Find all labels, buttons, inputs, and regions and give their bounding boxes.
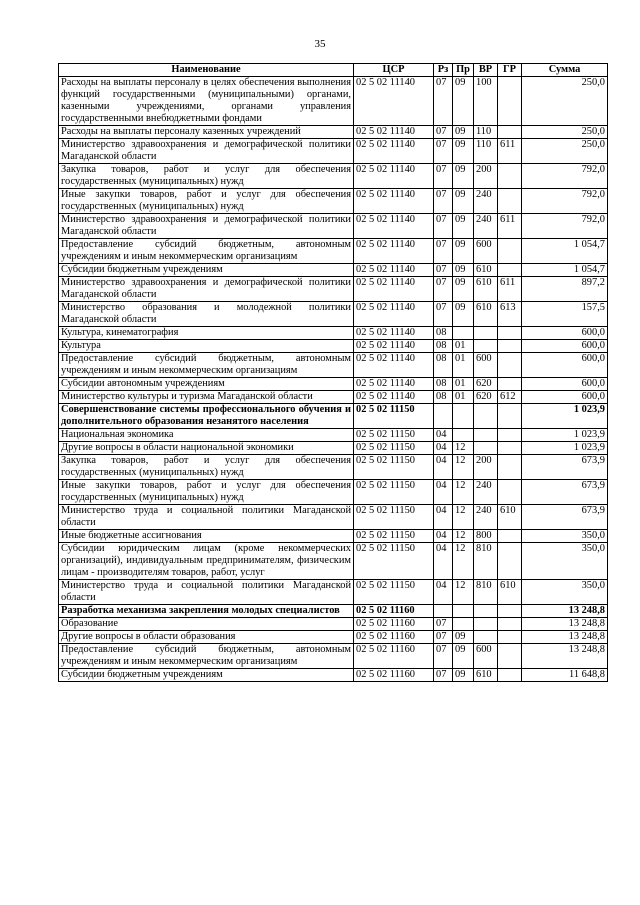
cell-csr: 02 5 02 11140 — [354, 189, 434, 214]
cell-rz: 04 — [434, 429, 453, 442]
cell-vr: 110 — [474, 139, 498, 164]
cell-name: Образование — [59, 618, 354, 631]
cell-vr: 620 — [474, 391, 498, 404]
cell-pr: 01 — [453, 340, 474, 353]
cell-csr: 02 5 02 11140 — [354, 277, 434, 302]
cell-sum: 250,0 — [522, 77, 608, 126]
cell-gr — [498, 455, 522, 480]
cell-vr — [474, 605, 498, 618]
cell-gr — [498, 618, 522, 631]
cell-gr — [498, 239, 522, 264]
cell-name: Иные бюджетные ассигнования — [59, 530, 354, 543]
cell-gr — [498, 442, 522, 455]
table-row — [59, 631, 608, 644]
cell-pr: 12 — [453, 455, 474, 480]
table-row — [59, 264, 608, 277]
cell-pr: 12 — [453, 442, 474, 455]
cell-name: Другие вопросы в области национальной экономики — [59, 442, 354, 455]
cell-vr: 810 — [474, 543, 498, 580]
cell-pr — [453, 605, 474, 618]
cell-sum: 250,0 — [522, 139, 608, 164]
cell-csr: 02 5 02 11140 — [354, 340, 434, 353]
cell-pr: 09 — [453, 164, 474, 189]
cell-vr: 610 — [474, 277, 498, 302]
cell-pr: 01 — [453, 378, 474, 391]
cell-pr: 09 — [453, 139, 474, 164]
cell-name: Предоставление субсидий бюджетным, автономным учреждениям и иным некоммерческим организациям — [59, 353, 354, 378]
cell-gr — [498, 340, 522, 353]
cell-name: Культура — [59, 340, 354, 353]
cell-sum: 792,0 — [522, 189, 608, 214]
cell-name: Совершенствование системы профессионального обучения и дополнительного образования незанятого населения — [59, 404, 354, 429]
table-row — [59, 378, 608, 391]
cell-name: Министерство культуры и туризма Магаданской области — [59, 391, 354, 404]
table-row — [59, 429, 608, 442]
cell-sum: 1 023,9 — [522, 404, 608, 429]
cell-sum: 600,0 — [522, 391, 608, 404]
cell-pr: 09 — [453, 277, 474, 302]
cell-gr: 611 — [498, 277, 522, 302]
cell-csr: 02 5 02 11150 — [354, 442, 434, 455]
table-row — [59, 530, 608, 543]
table-row — [59, 126, 608, 139]
cell-name: Министерство труда и социальной политики Магаданской области — [59, 580, 354, 605]
cell-sum: 673,9 — [522, 455, 608, 480]
table-row — [59, 353, 608, 378]
cell-rz: 07 — [434, 264, 453, 277]
cell-rz: 07 — [434, 618, 453, 631]
cell-gr: 610 — [498, 505, 522, 530]
cell-vr: 620 — [474, 378, 498, 391]
cell-csr: 02 5 02 11150 — [354, 580, 434, 605]
column-header-csr: ЦСР — [354, 64, 434, 77]
table-row — [59, 139, 608, 164]
cell-vr — [474, 404, 498, 429]
cell-vr: 240 — [474, 214, 498, 239]
cell-rz: 04 — [434, 580, 453, 605]
cell-sum: 250,0 — [522, 126, 608, 139]
cell-csr: 02 5 02 11150 — [354, 404, 434, 429]
cell-rz: 08 — [434, 378, 453, 391]
cell-csr: 02 5 02 11150 — [354, 505, 434, 530]
cell-rz: 07 — [434, 631, 453, 644]
cell-vr — [474, 429, 498, 442]
cell-sum: 350,0 — [522, 543, 608, 580]
table-row — [59, 505, 608, 530]
cell-vr: 240 — [474, 505, 498, 530]
cell-pr: 12 — [453, 480, 474, 505]
cell-csr: 02 5 02 11140 — [354, 264, 434, 277]
table-row — [59, 327, 608, 340]
cell-gr — [498, 429, 522, 442]
cell-gr — [498, 480, 522, 505]
cell-csr: 02 5 02 11140 — [354, 126, 434, 139]
table-header-row — [59, 64, 608, 77]
cell-sum: 1 023,9 — [522, 429, 608, 442]
cell-csr: 02 5 02 11160 — [354, 669, 434, 682]
cell-vr: 200 — [474, 164, 498, 189]
cell-gr — [498, 126, 522, 139]
cell-rz: 04 — [434, 530, 453, 543]
cell-rz: 07 — [434, 164, 453, 189]
cell-pr: 01 — [453, 391, 474, 404]
cell-csr: 02 5 02 11140 — [354, 353, 434, 378]
cell-pr: 09 — [453, 264, 474, 277]
cell-sum: 13 248,8 — [522, 644, 608, 669]
cell-gr — [498, 378, 522, 391]
cell-pr — [453, 429, 474, 442]
cell-rz: 07 — [434, 669, 453, 682]
cell-sum: 13 248,8 — [522, 605, 608, 618]
table-row — [59, 340, 608, 353]
cell-vr — [474, 618, 498, 631]
column-header-pr: Пр — [453, 64, 474, 77]
cell-gr: 611 — [498, 214, 522, 239]
cell-name: Иные закупки товаров, работ и услуг для обеспечения государственных (муниципальных) нужд — [59, 480, 354, 505]
table-row — [59, 302, 608, 327]
cell-vr: 600 — [474, 353, 498, 378]
table-row — [59, 618, 608, 631]
cell-gr: 610 — [498, 580, 522, 605]
cell-name: Иные закупки товаров, работ и услуг для обеспечения государственных (муниципальных) нужд — [59, 189, 354, 214]
table-row — [59, 455, 608, 480]
table-row — [59, 442, 608, 455]
cell-name: Министерство образования и молодежной политики Магаданской области — [59, 302, 354, 327]
cell-gr — [498, 164, 522, 189]
column-header-rz: Рз — [434, 64, 453, 77]
cell-gr: 613 — [498, 302, 522, 327]
cell-name: Культура, кинематография — [59, 327, 354, 340]
cell-sum: 13 248,8 — [522, 631, 608, 644]
cell-name: Министерство здравоохранения и демографической политики Магаданской области — [59, 214, 354, 239]
cell-csr: 02 5 02 11140 — [354, 302, 434, 327]
cell-sum: 1 054,7 — [522, 239, 608, 264]
page-number: 35 — [314, 38, 326, 50]
cell-pr: 09 — [453, 669, 474, 682]
cell-pr: 09 — [453, 631, 474, 644]
cell-vr: 610 — [474, 669, 498, 682]
cell-csr: 02 5 02 11150 — [354, 455, 434, 480]
cell-pr: 09 — [453, 644, 474, 669]
cell-pr: 09 — [453, 77, 474, 126]
cell-gr — [498, 404, 522, 429]
cell-rz: 08 — [434, 353, 453, 378]
cell-csr: 02 5 02 11160 — [354, 605, 434, 618]
cell-vr: 100 — [474, 77, 498, 126]
cell-rz: 07 — [434, 302, 453, 327]
column-header-vr: ВР — [474, 64, 498, 77]
cell-name: Предоставление субсидий бюджетным, автономным учреждениям и иным некоммерческим организациям — [59, 239, 354, 264]
cell-csr: 02 5 02 11160 — [354, 644, 434, 669]
cell-name: Министерство здравоохранения и демографической политики Магаданской области — [59, 139, 354, 164]
cell-pr — [453, 327, 474, 340]
column-header-sum: Сумма — [522, 64, 608, 77]
cell-rz — [434, 605, 453, 618]
cell-sum: 1 023,9 — [522, 442, 608, 455]
cell-vr — [474, 631, 498, 644]
cell-csr: 02 5 02 11150 — [354, 429, 434, 442]
table-row — [59, 214, 608, 239]
cell-sum: 897,2 — [522, 277, 608, 302]
cell-rz: 08 — [434, 327, 453, 340]
cell-name: Субсидии бюджетным учреждениям — [59, 264, 354, 277]
cell-csr: 02 5 02 11140 — [354, 391, 434, 404]
table-row — [59, 391, 608, 404]
cell-rz — [434, 404, 453, 429]
cell-rz: 07 — [434, 214, 453, 239]
cell-gr — [498, 327, 522, 340]
cell-gr — [498, 543, 522, 580]
cell-vr: 200 — [474, 455, 498, 480]
cell-rz: 07 — [434, 239, 453, 264]
cell-sum: 792,0 — [522, 214, 608, 239]
cell-sum: 673,9 — [522, 505, 608, 530]
cell-vr: 240 — [474, 189, 498, 214]
cell-rz: 04 — [434, 505, 453, 530]
cell-name: Министерство здравоохранения и демографической политики Магаданской области — [59, 277, 354, 302]
cell-sum: 792,0 — [522, 164, 608, 189]
table-row — [59, 277, 608, 302]
cell-vr: 600 — [474, 644, 498, 669]
cell-csr: 02 5 02 11140 — [354, 77, 434, 126]
cell-csr: 02 5 02 11140 — [354, 239, 434, 264]
cell-sum: 157,5 — [522, 302, 608, 327]
cell-gr — [498, 644, 522, 669]
table-body — [59, 77, 608, 682]
cell-pr: 01 — [453, 353, 474, 378]
cell-sum: 350,0 — [522, 530, 608, 543]
cell-sum: 11 648,8 — [522, 669, 608, 682]
cell-csr: 02 5 02 11150 — [354, 543, 434, 580]
cell-vr: 810 — [474, 580, 498, 605]
cell-vr: 800 — [474, 530, 498, 543]
cell-vr: 610 — [474, 302, 498, 327]
table-row — [59, 77, 608, 126]
cell-sum: 13 248,8 — [522, 618, 608, 631]
cell-vr — [474, 340, 498, 353]
cell-name: Закупка товаров, работ и услуг для обеспечения государственных (муниципальных) нужд — [59, 164, 354, 189]
cell-sum: 673,9 — [522, 480, 608, 505]
cell-pr: 09 — [453, 189, 474, 214]
cell-csr: 02 5 02 11140 — [354, 164, 434, 189]
cell-pr: 12 — [453, 543, 474, 580]
cell-csr: 02 5 02 11150 — [354, 480, 434, 505]
cell-rz: 04 — [434, 455, 453, 480]
budget-table — [58, 63, 608, 682]
cell-rz: 07 — [434, 644, 453, 669]
cell-gr — [498, 530, 522, 543]
cell-name: Министерство труда и социальной политики Магаданской области — [59, 505, 354, 530]
cell-name: Закупка товаров, работ и услуг для обеспечения государственных (муниципальных) нужд — [59, 455, 354, 480]
cell-gr — [498, 264, 522, 277]
cell-name: Национальная экономика — [59, 429, 354, 442]
column-header-name: Наименование — [59, 64, 354, 77]
cell-rz: 07 — [434, 139, 453, 164]
cell-csr: 02 5 02 11150 — [354, 530, 434, 543]
cell-csr: 02 5 02 11160 — [354, 618, 434, 631]
cell-pr: 12 — [453, 505, 474, 530]
cell-rz: 04 — [434, 480, 453, 505]
cell-rz: 04 — [434, 543, 453, 580]
table-row — [59, 669, 608, 682]
cell-rz: 07 — [434, 277, 453, 302]
cell-gr — [498, 189, 522, 214]
cell-gr: 611 — [498, 139, 522, 164]
cell-name: Субсидии юридическим лицам (кроме некоммерческих организаций), индивидуальным предпринимателям, физическим лицам - производителям товаров, работ, услуг — [59, 543, 354, 580]
cell-vr — [474, 327, 498, 340]
table-row — [59, 239, 608, 264]
cell-rz: 04 — [434, 442, 453, 455]
cell-gr — [498, 605, 522, 618]
cell-vr: 110 — [474, 126, 498, 139]
cell-rz: 08 — [434, 391, 453, 404]
table-row — [59, 404, 608, 429]
cell-gr: 612 — [498, 391, 522, 404]
cell-pr: 09 — [453, 126, 474, 139]
cell-sum: 600,0 — [522, 378, 608, 391]
cell-rz: 07 — [434, 77, 453, 126]
table-row — [59, 580, 608, 605]
cell-sum: 600,0 — [522, 327, 608, 340]
table-row — [59, 164, 608, 189]
cell-name: Расходы на выплаты персоналу в целях обеспечения выполнения функций государственными (муниципальными) органами, казенными учреждениями, органами управления государственными внебюджетными фондами — [59, 77, 354, 126]
cell-name: Другие вопросы в области образования — [59, 631, 354, 644]
cell-name: Субсидии бюджетным учреждениям — [59, 669, 354, 682]
cell-csr: 02 5 02 11140 — [354, 214, 434, 239]
cell-rz: 07 — [434, 126, 453, 139]
table-row — [59, 189, 608, 214]
cell-csr: 02 5 02 11140 — [354, 139, 434, 164]
table-row — [59, 605, 608, 618]
cell-gr — [498, 77, 522, 126]
cell-pr: 12 — [453, 530, 474, 543]
cell-csr: 02 5 02 11140 — [354, 327, 434, 340]
cell-pr: 12 — [453, 580, 474, 605]
cell-pr — [453, 618, 474, 631]
cell-name: Расходы на выплаты персоналу казенных учреждений — [59, 126, 354, 139]
cell-pr: 09 — [453, 239, 474, 264]
cell-sum: 600,0 — [522, 353, 608, 378]
table-row — [59, 543, 608, 580]
cell-gr — [498, 353, 522, 378]
table-row — [59, 480, 608, 505]
cell-vr: 600 — [474, 239, 498, 264]
cell-gr — [498, 631, 522, 644]
cell-vr: 610 — [474, 264, 498, 277]
cell-sum: 1 054,7 — [522, 264, 608, 277]
column-header-gr: ГР — [498, 64, 522, 77]
cell-sum: 600,0 — [522, 340, 608, 353]
cell-rz: 07 — [434, 189, 453, 214]
cell-csr: 02 5 02 11140 — [354, 378, 434, 391]
cell-name: Разработка механизма закрепления молодых специалистов — [59, 605, 354, 618]
cell-name: Субсидии автономным учреждениям — [59, 378, 354, 391]
table-row — [59, 644, 608, 669]
cell-sum: 350,0 — [522, 580, 608, 605]
cell-pr — [453, 404, 474, 429]
cell-vr — [474, 442, 498, 455]
cell-name: Предоставление субсидий бюджетным, автономным учреждениям и иным некоммерческим организациям — [59, 644, 354, 669]
cell-pr: 09 — [453, 214, 474, 239]
cell-csr: 02 5 02 11160 — [354, 631, 434, 644]
cell-vr: 240 — [474, 480, 498, 505]
cell-rz: 08 — [434, 340, 453, 353]
cell-gr — [498, 669, 522, 682]
cell-pr: 09 — [453, 302, 474, 327]
